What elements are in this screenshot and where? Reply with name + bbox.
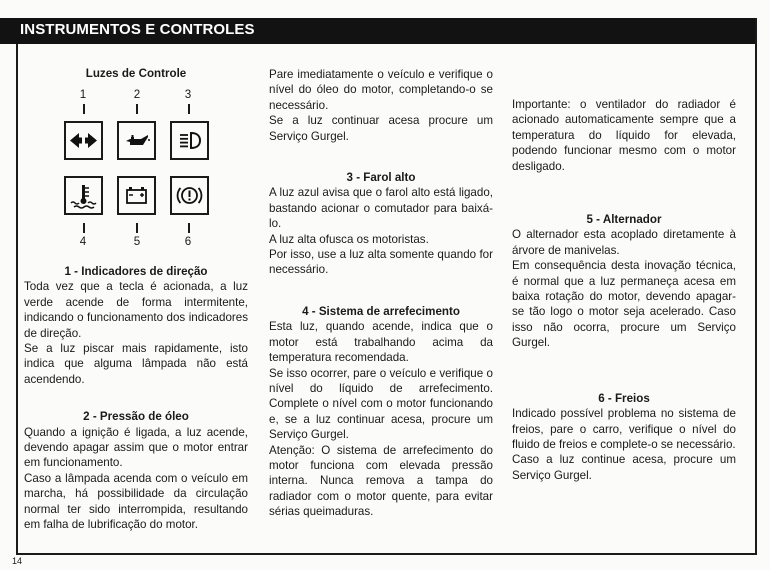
- frame-bottom-border: [16, 553, 757, 555]
- section-heading-5: 5 - Alternador: [586, 213, 662, 227]
- lamp-number-4: 4: [79, 235, 87, 248]
- lamp-number-3: 3: [184, 88, 192, 101]
- section-heading-1: 1 - Indicadores de direção: [64, 265, 208, 278]
- control-lights-title: Luzes de Controle: [85, 67, 187, 80]
- lamp-number-6: 6: [184, 235, 192, 248]
- frame-left-border: [16, 44, 18, 554]
- lamp-pointer-1: [83, 104, 85, 114]
- section-2-paragraph-4: Se a luz continuar acesa procure um Serviço Gurgel.: [269, 114, 493, 143]
- section-2-paragraph-3: Pare imediatamente o veículo e verifique o nível do óleo do motor, completando-o se necessário.: [269, 68, 493, 112]
- lamp-number-5: 5: [133, 235, 141, 248]
- column-3: [512, 67, 736, 483]
- lamp-pointer-3: [188, 104, 190, 114]
- coolant-temperature-icon: [64, 176, 103, 215]
- page-header: [0, 18, 755, 44]
- section-4-paragraph-3: Atenção: O sistema de arrefecimento do motor funciona com elevada pressão interna. Nunca remova a tampa do radiador com o motor quente, para evitar sérias queimaduras.: [269, 443, 493, 519]
- lamp-pointer-6: [188, 223, 190, 233]
- section-6-paragraph-2: Caso a luz continue acesa, procure um Serviço Gurgel.: [512, 453, 736, 482]
- high-beam-icon: [170, 121, 209, 160]
- frame-right-border: [755, 18, 757, 555]
- lamp-pointer-2: [136, 104, 138, 114]
- section-1-paragraph-2: Se a luz piscar mais rapidamente, isto indica que alguma lâmpada não está acendendo.: [24, 342, 248, 386]
- section-4-paragraph-2: Se isso ocorrer, pare o veículo e verifique o nível do líquido de arrefecimento. Complete o nível com o motor funcionando e, se a luz continuar acesa, procure um Serviço Gurgel.: [269, 366, 493, 442]
- section-heading-4: 4 - Sistema de arrefecimento: [302, 304, 460, 318]
- section-5-paragraph-1: O alternador esta acoplado diretamente à árvore de manivelas.: [512, 228, 736, 257]
- lamp-number-1: 1: [79, 88, 87, 101]
- page-title: INSTRUMENTOS E CONTROLES: [20, 21, 255, 38]
- section-3-paragraph-1: A luz azul avisa que o farol alto está ligado, bastando acionar o comutador para baixá-lo.: [269, 186, 493, 231]
- section-3-paragraph-3: Por isso, use a luz alta somente quando for necessário.: [269, 248, 493, 277]
- brake-warning-icon: [170, 176, 209, 215]
- section-6-paragraph-1: Indicado possível problema no sistema de freios, pare o carro, verifique o nível do fluido de freios e complete-o se necessário.: [512, 407, 736, 451]
- section-4-paragraph-4: Importante: o ventilador do radiador é acionado automaticamente sempre que a temperatura do líquido for elevada, podendo funcionar mesmo com o motor desligado.: [512, 98, 736, 173]
- section-2-paragraph-2: Caso a lâmpada acenda com o veículo em marcha, há possibilidade da circulação normal ter sido interrompida, resultando em falha de lubrificação do motor.: [24, 471, 248, 532]
- section-1-paragraph-1: Toda vez que a tecla é acionada, a luz verde acende de forma intermitente, indicando o funcionamento dos indicadores de direção.: [24, 280, 248, 340]
- section-2-paragraph-1: Quando a ignição é ligada, a luz acende, devendo apagar assim que o motor entrar em funcionamento.: [24, 425, 248, 470]
- section-5-paragraph-2: Em consequência desta inovação técnica, é normal que a luz permaneça acesa em baixa rotação do motor, devendo apagar-se tão logo o motor seja acelerado. Caso isso não ocorra, procure um Serviço Gurgel.: [512, 259, 736, 350]
- page-number: 14: [12, 556, 23, 566]
- lamp-number-2: 2: [133, 88, 141, 101]
- battery-icon: [117, 176, 156, 215]
- lamp-pointer-5: [136, 223, 138, 233]
- turn-signal-arrows-icon: [64, 121, 103, 160]
- column-2: [269, 67, 493, 520]
- section-4-paragraph-1: Esta luz, quando acende, indica que o motor está trabalhando acima da temperatura recomendada.: [269, 320, 493, 365]
- section-heading-6: 6 - Freios: [598, 391, 650, 405]
- section-heading-2: 2 - Pressão de óleo: [83, 410, 189, 424]
- column-1: [24, 264, 248, 533]
- section-heading-3: 3 - Farol alto: [346, 171, 416, 185]
- lamp-pointer-4: [83, 223, 85, 233]
- oil-can-icon: [117, 121, 156, 160]
- section-3-paragraph-2: A luz alta ofusca os motoristas.: [269, 232, 429, 246]
